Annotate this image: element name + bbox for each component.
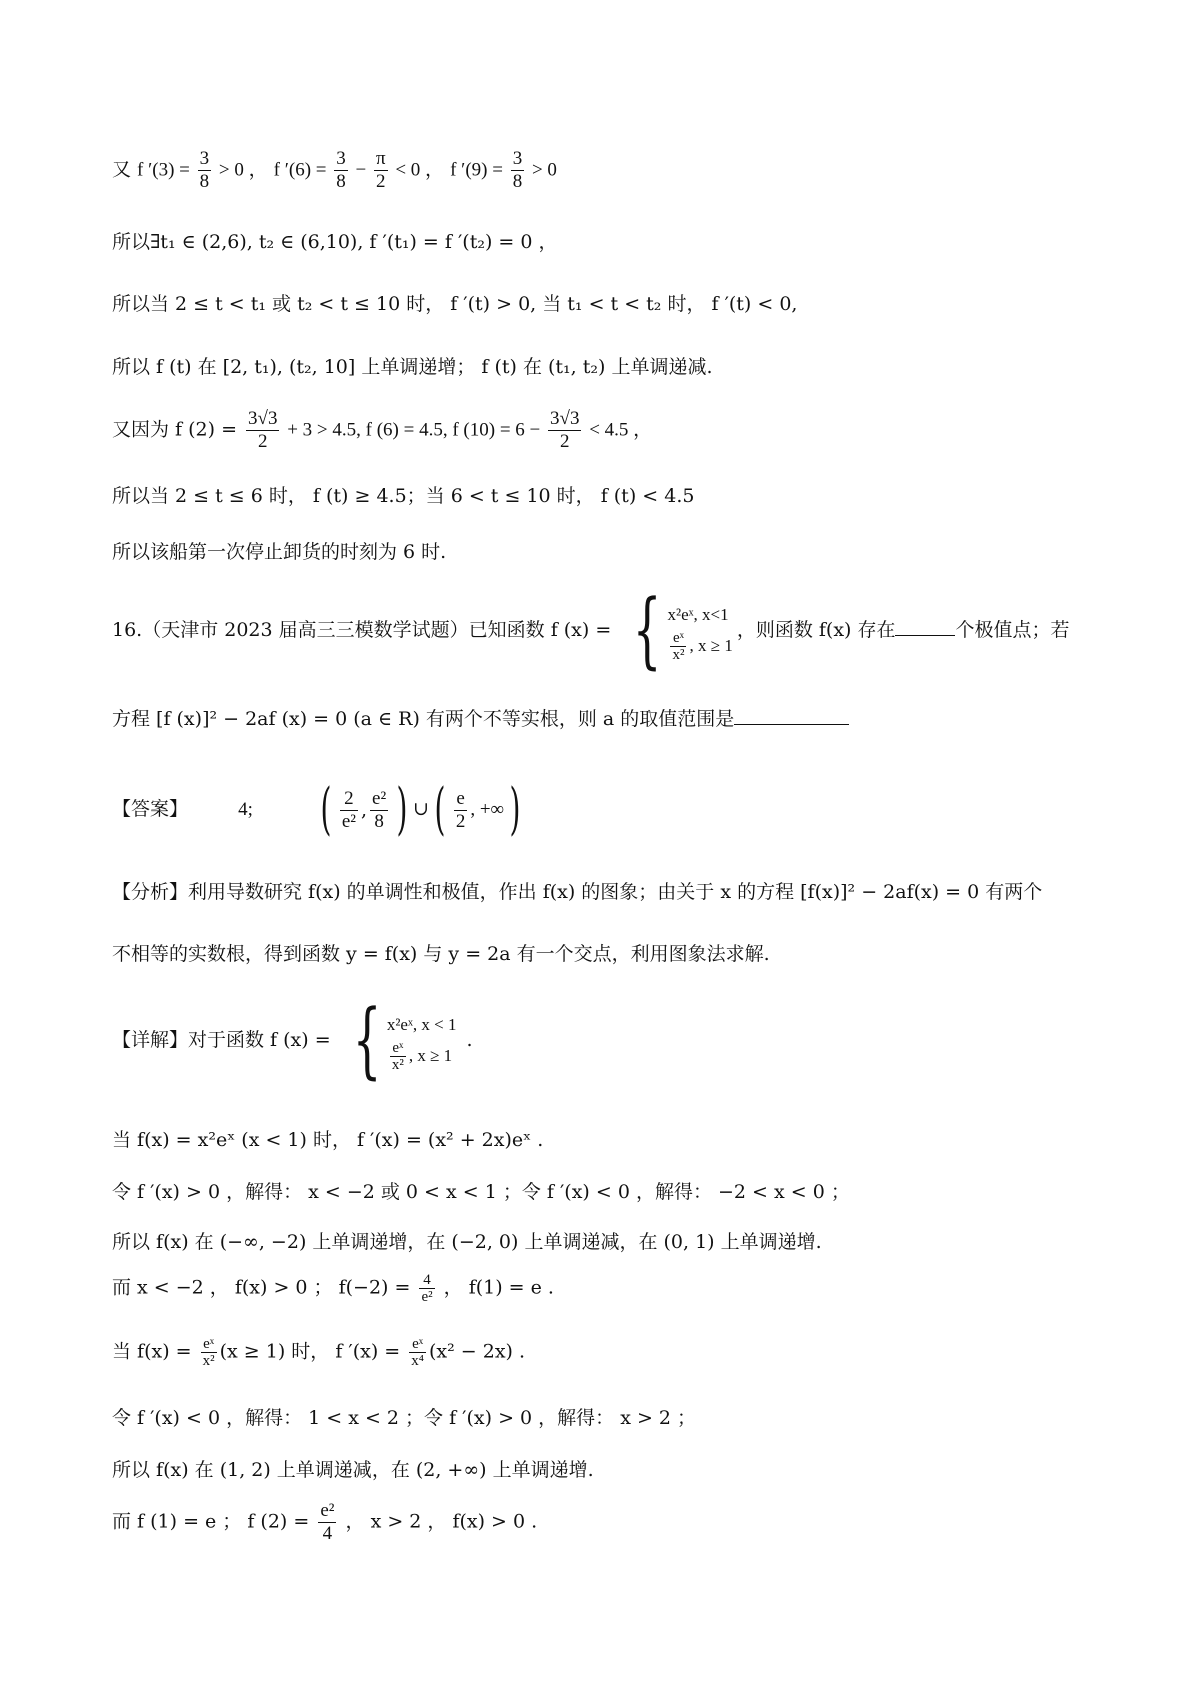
text-segment: 又 (112, 158, 138, 181)
fraction (201, 1336, 217, 1369)
text-segment: 而 f (1) = e ； f (2) = (112, 1510, 316, 1533)
answer-blank-1[interactable] (895, 615, 955, 636)
numerator: eˣ (409, 1336, 426, 1353)
answer-line (112, 777, 526, 842)
interval-2: ( $\frac{e}{2}$ , +∞ ) (434, 777, 521, 842)
case-1: x²eˣ, x < 1 (386, 1014, 457, 1034)
question-16-line-2 (112, 704, 849, 733)
detail-line-7: 所以 f(x) 在 (1, 2) 上单调递减，在 (2, +∞) 上单调递增. (112, 1459, 594, 1481)
text-segment: 方程 [f (x)]² − 2af (x) = 0 (a ∈ R) 有两个不等实根，则 a 的取值范围是 (112, 708, 735, 730)
numerator: e² (320, 1500, 335, 1521)
text-segment: 而 x < −2 ， f(x) > 0 ； f(−2) = (112, 1276, 417, 1299)
denominator: 2 (258, 431, 268, 452)
detail-line (112, 993, 473, 1088)
denominator: 2 (376, 171, 386, 192)
denominator: 8 (199, 171, 210, 192)
answer-value-1: 4; (238, 799, 253, 820)
text-line-6: 所以当 2 ≤ t ≤ 6 时， f (t) ≥ 4.5；当 6 < t ≤ 10 时， f (t) < 4.5 (112, 485, 695, 507)
text-segment: ， f(1) = e . (437, 1276, 554, 1299)
denominator: 2 (559, 431, 570, 452)
numerator: 3√3 (550, 408, 580, 429)
text-segment: (x ≥ 1) 时， f ′(x) = (219, 1340, 407, 1363)
text-segment: 当 f(x) = (112, 1340, 198, 1363)
denominator: e² (341, 810, 356, 832)
question-16-line-1 (112, 583, 1070, 678)
numerator: 3 (336, 148, 346, 169)
fraction (246, 408, 279, 453)
math-expression: < 0 ， (390, 159, 445, 181)
numerator: 3 (512, 148, 523, 169)
detail-line-6: 令 f ′(x) < 0 ，解得： 1 < x < 2 ；令 f ′(x) > 0 ，解得： x > 2 ； (112, 1407, 697, 1429)
fraction (198, 148, 212, 193)
detail-line-8 (112, 1500, 537, 1545)
detail-stem: 【详解】对于函数 f (x) = (112, 1029, 337, 1051)
fraction (454, 788, 468, 833)
denominator: 2 (455, 810, 466, 832)
interval-1: ( $\frac{2}{\text{e²}}$ , $\frac{\text{e²}}{8}$ ) (320, 777, 408, 842)
detail-line-4 (112, 1272, 554, 1305)
fraction (390, 1040, 406, 1073)
question-16-stem: 16.（天津市 2023 届高三三模数学试题）已知函数 f (x) = (112, 619, 618, 641)
numerator: 4 (419, 1272, 434, 1289)
case-2-condition: , x ≥ 1 (689, 635, 733, 655)
answer-blank-2[interactable] (734, 704, 849, 725)
union-symbol: ∪ (413, 799, 429, 820)
math-expression: f ′(9) = (450, 159, 508, 181)
denominator: x² (391, 1056, 404, 1073)
fraction (370, 788, 388, 833)
numerator: 3 (199, 148, 210, 169)
detail-line-3: 所以 f(x) 在 (−∞, −2) 上单调递增，在 (−2, 0) 上单调递减，在 (0, 1) 上单调递增. (112, 1231, 822, 1253)
text-segment: ，则函数 f(x) 存在 (736, 619, 896, 641)
denominator: e² (421, 1289, 433, 1305)
text-line-1 (112, 148, 557, 193)
text-segment: . (460, 1029, 473, 1051)
fraction (419, 1272, 434, 1305)
numerator: eˣ (670, 630, 686, 647)
denominator: 8 (512, 171, 523, 192)
numerator: e² (372, 787, 387, 809)
math-expression: > 0 (527, 159, 557, 181)
fraction (318, 1500, 336, 1545)
fraction (340, 788, 358, 833)
detail-line-1: 当 f(x) = x²eˣ (x < 1) 时， f ′(x) = (x² + 2x)eˣ . (112, 1129, 544, 1151)
math-expression: f ′(3) = (137, 159, 195, 181)
fraction (670, 630, 686, 663)
math-expression: + 3 > 4.5, f (6) = 4.5, f (10) = 6 − (282, 419, 546, 441)
text-segment: 又因为 f (2) = (112, 418, 244, 441)
fraction (511, 148, 525, 193)
piecewise-function (341, 993, 457, 1088)
text-line-2: 所以∃t₁ ∈ (2,6), t₂ ∈ (6,10), f ′(t₁) = f ′(t₂) = 0 ， (112, 231, 558, 253)
numerator: π (376, 148, 386, 169)
answer-tag: 【答案】 (112, 798, 189, 820)
text-line-4: 所以 f (t) 在 [2, t₁), (t₂, 10] 上单调递增； f (t) 在 (t₁, t₂) 上单调递减. (112, 356, 713, 378)
math-expression: > 0 ， (214, 159, 268, 181)
denominator: 4 (322, 1523, 333, 1544)
text-segment: ， x > 2 ， f(x) > 0 . (339, 1510, 538, 1533)
numerator: 3√3 (248, 408, 278, 429)
math-expression: , +∞ (470, 799, 505, 820)
detail-line-5 (112, 1336, 525, 1369)
text-segment: 个极值点；若 (955, 619, 1070, 641)
text-line-3: 所以当 2 ≤ t < t₁ 或 t₂ < t ≤ 10 时， f ′(t) > 0, 当 t₁ < t < t₂ 时， f ′(t) < 0, (112, 293, 798, 315)
left-brace: { (352, 993, 382, 1088)
case-2-condition: , x ≥ 1 (408, 1045, 453, 1065)
fraction (409, 1336, 426, 1369)
piecewise-function (621, 583, 733, 678)
denominator: 8 (374, 810, 384, 832)
left-brace: { (633, 583, 662, 678)
denominator: x⁴ (411, 1353, 424, 1369)
math-expression: f ′(6) = (273, 159, 332, 181)
numerator: eˣ (201, 1336, 217, 1353)
case-1: x²eˣ, x<1 (667, 604, 729, 624)
text-line-7: 所以该船第一次停止卸货的时刻为 6 时. (112, 541, 447, 563)
fraction (334, 148, 348, 193)
math-expression: < 4.5 ， (584, 419, 653, 441)
denominator: x² (202, 1353, 215, 1369)
operator: − (350, 159, 371, 181)
analysis-line-1: 【分析】利用导数研究 f(x) 的单调性和极值，作出 f(x) 的图象；由关于 x 的方程 [f(x)]² − 2af(x) = 0 有两个 (112, 881, 1043, 903)
numerator: eˣ (390, 1040, 406, 1057)
denominator: 8 (336, 171, 346, 192)
text-line-5 (112, 408, 652, 453)
denominator: x² (672, 646, 685, 663)
numerator: e (454, 788, 468, 811)
analysis-line-2: 不相等的实数根，得到函数 y = f(x) 与 y = 2a 有一个交点，利用图象法求解. (112, 943, 770, 965)
detail-line-2: 令 f ′(x) > 0 ，解得： x < −2 或 0 < x < 1 ；令 f ′(x) < 0 ，解得： −2 < x < 0 ； (112, 1181, 850, 1203)
fraction (548, 408, 581, 453)
fraction (374, 148, 388, 193)
numerator: 2 (340, 788, 358, 811)
text-segment: (x² − 2x) . (429, 1340, 526, 1363)
